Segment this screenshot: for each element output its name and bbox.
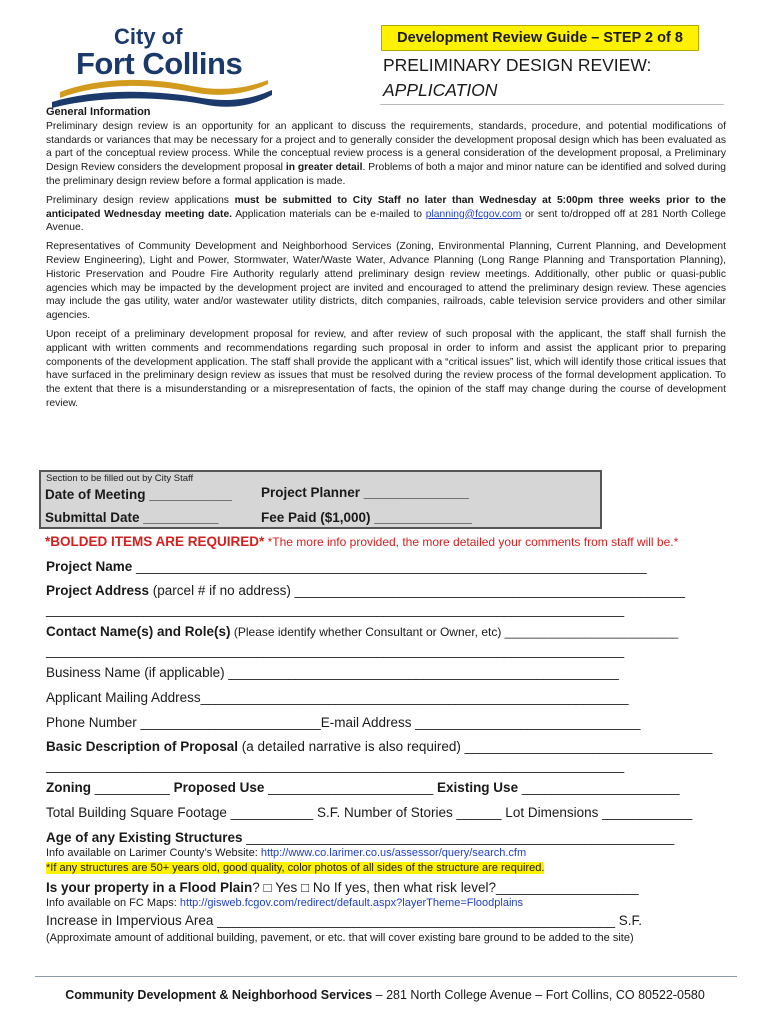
- field-line: (parcel # if no address) ____________________________________________________: [149, 583, 686, 598]
- photos-note: [46, 862, 544, 874]
- flood-plain-field[interactable]: [46, 880, 639, 895]
- footer-address: – 281 North College Avenue – Fort Collins, CO 80522-0580: [372, 988, 705, 1002]
- project-name-field[interactable]: [46, 559, 647, 574]
- square-footage-field[interactable]: Total Building Square Footage ___________ S.F. Number of Stories ______ Lot Dimensions ____________: [46, 805, 693, 820]
- field-line: __________: [90, 780, 174, 795]
- field-line: _____________________: [518, 780, 680, 795]
- existing-use-label: Existing Use: [437, 780, 519, 795]
- impervious-note: (Approximate amount of additional building, pavement, or etc. that will cover existing bare ground to be added to the site): [46, 932, 634, 944]
- logo-city-of: City of: [114, 24, 183, 49]
- text: Application materials can be e-mailed to: [232, 208, 426, 220]
- contact-line-2[interactable]: _____________________________________________________________________________: [46, 643, 625, 658]
- planning-email-link[interactable]: planning@fcgov.com: [425, 208, 522, 220]
- basic-description-field[interactable]: [46, 739, 712, 754]
- field-line: ____________________________________________________________________: [132, 559, 647, 574]
- business-name-field[interactable]: Business Name (if applicable) ____________________________________________________: [46, 665, 619, 680]
- field-line: ______________________: [264, 780, 438, 795]
- deadline-text: must be submitted to City Staff no later than Wednesday at 5:00pm three weeks prior to the anticipated Wednesday meeting date.: [46, 194, 726, 220]
- phone-email-field[interactable]: Phone Number ________________________E-mail Address ______________________________: [46, 715, 641, 730]
- field-label: Basic Description of Proposal: [46, 739, 239, 754]
- zoning-use-field[interactable]: [46, 780, 680, 795]
- proposed-use-label: Proposed Use: [173, 780, 265, 795]
- fee-paid-field[interactable]: Fee Paid ($1,000) _____________: [261, 510, 472, 525]
- intro-paragraph: [46, 120, 726, 189]
- basic-description-line-2[interactable]: _____________________________________________________________________________: [46, 758, 625, 773]
- text: Info available on Larimer County’s Website:: [46, 847, 261, 859]
- review-paragraph: Upon receipt of a preliminary development proposal for review, and after review of such proposal with the applicant, the staff shall furnish the applicant with written comments and recommendations regarding such proposal in order to inform and assist the applicant prior to preparing components of the development application. The staff shall provide the applicant with a “critical issues” list, which will identify those critical issues that have surfaced in the preliminary design review as issues that must be resolved during the review process of the formal development application. To the extent that there is a misunderstanding or a misrepresentation of facts, the opinion of the staff may change during the course of development review.: [46, 328, 726, 409]
- field-line: _________________________________________________________: [242, 830, 675, 845]
- field-label: Contact Name(s) and Role(s): [46, 624, 231, 639]
- structure-age-field[interactable]: [46, 830, 674, 845]
- field-label: Is your property in a Flood Plain: [46, 880, 253, 895]
- date-of-meeting-field[interactable]: Date of Meeting ___________: [45, 487, 232, 502]
- city-logo: [42, 18, 282, 110]
- page-title: PRELIMINARY DESIGN REVIEW:: [383, 55, 652, 75]
- text: or sent to/dropped off at 281 North College Avenue.: [46, 208, 727, 234]
- field-line: (Please identify whether Consultant or Owner, etc) __________________________: [230, 625, 679, 639]
- fcmaps-info: [46, 897, 523, 909]
- text: Info available on FC Maps:: [46, 897, 180, 909]
- text: . Problems of both a major and minor nature can be identified and solved during the preliminary design review before a formal application is made.: [46, 162, 726, 187]
- footer-org: Community Development & Neighborhood Services: [65, 988, 373, 1002]
- general-information: [46, 106, 726, 416]
- step-badge: Development Review Guide – STEP 2 of 8: [381, 25, 699, 51]
- page-subtitle: APPLICATION: [383, 80, 498, 100]
- representatives-paragraph: Representatives of Community Development and Neighborhood Services (Zoning, Environmental Planning, Current Planning, and Development Review Engineering), Light and Power, Stormwater, Water/Waste Water, Advance Planning (Long Range Planning and Transportation Planning), Historic Preservation and Poudre Fire Authority regularly attend preliminary design review meetings. Additionally, other public or quasi-public agencies which may be impacted by the development project are invited and encouraged to attend the preliminary design review. These agencies may include the gas utility, water and/or wastewater utility districts, ditch companies, railroads, cable television service providers and other similar agencies.: [46, 241, 726, 322]
- emphasis: in greater detail: [285, 162, 363, 174]
- logo-fort-collins: Fort Collins: [76, 46, 243, 81]
- staff-section: [39, 470, 602, 529]
- larimer-link[interactable]: http://www.co.larimer.co.us/assessor/query/search.cfm: [260, 847, 527, 859]
- field-label: Project Name: [46, 559, 133, 574]
- highlighted-text: *If any structures are 50+ years old, good quality, color photos of all sides of the structure are required.: [46, 862, 545, 874]
- mailing-address-field[interactable]: Applicant Mailing Address_________________________________________________________: [46, 690, 629, 705]
- contact-field[interactable]: [46, 624, 678, 639]
- required-hint: *The more info provided, the more detailed your comments from staff will be.*: [264, 535, 679, 549]
- zoning-label: Zoning: [46, 780, 91, 795]
- footer-divider: [35, 976, 737, 977]
- required-label: *BOLDED ITEMS ARE REQUIRED*: [45, 534, 265, 549]
- field-label: Age of any Existing Structures: [46, 830, 243, 845]
- footer: [0, 988, 770, 1002]
- larimer-info: [46, 847, 526, 859]
- submittal-date-field[interactable]: Submittal Date __________: [45, 510, 219, 525]
- project-planner-field[interactable]: Project Planner ______________: [261, 485, 469, 500]
- field-line: (a detailed narrative is also required) _________________________________: [238, 739, 713, 754]
- flood-options[interactable]: ? □ Yes □ No If yes, then what risk level?___________________: [252, 880, 639, 895]
- staff-section-label: Section to be filled out by City Staff: [46, 473, 194, 484]
- required-note: [45, 534, 678, 549]
- impervious-area-field[interactable]: Increase in Impervious Area _____________________________________________________ S.F.: [46, 913, 643, 928]
- project-address-field[interactable]: [46, 583, 685, 598]
- fcmaps-link[interactable]: http://gisweb.fcgov.com/redirect/default.aspx?layerTheme=Floodplains: [179, 897, 524, 909]
- text: Preliminary design review is an opportunity for an applicant to discuss the requirements, standards, procedure, and potential modifications of standards or variances that may be necessary for a project and to generally consider the development proposal design which has been evaluated as a part of the conceptual review process. While the conceptual review process is a general consideration of the development proposal, a Preliminary Design Review considers the development proposal: [46, 120, 726, 174]
- title-divider: [380, 104, 724, 105]
- project-address-line-2[interactable]: _____________________________________________________________________________: [46, 602, 625, 617]
- field-label: Project Address: [46, 583, 150, 598]
- text: Preliminary design review applications: [46, 194, 235, 206]
- section-heading: General Information: [46, 106, 151, 118]
- submission-paragraph: [46, 194, 726, 235]
